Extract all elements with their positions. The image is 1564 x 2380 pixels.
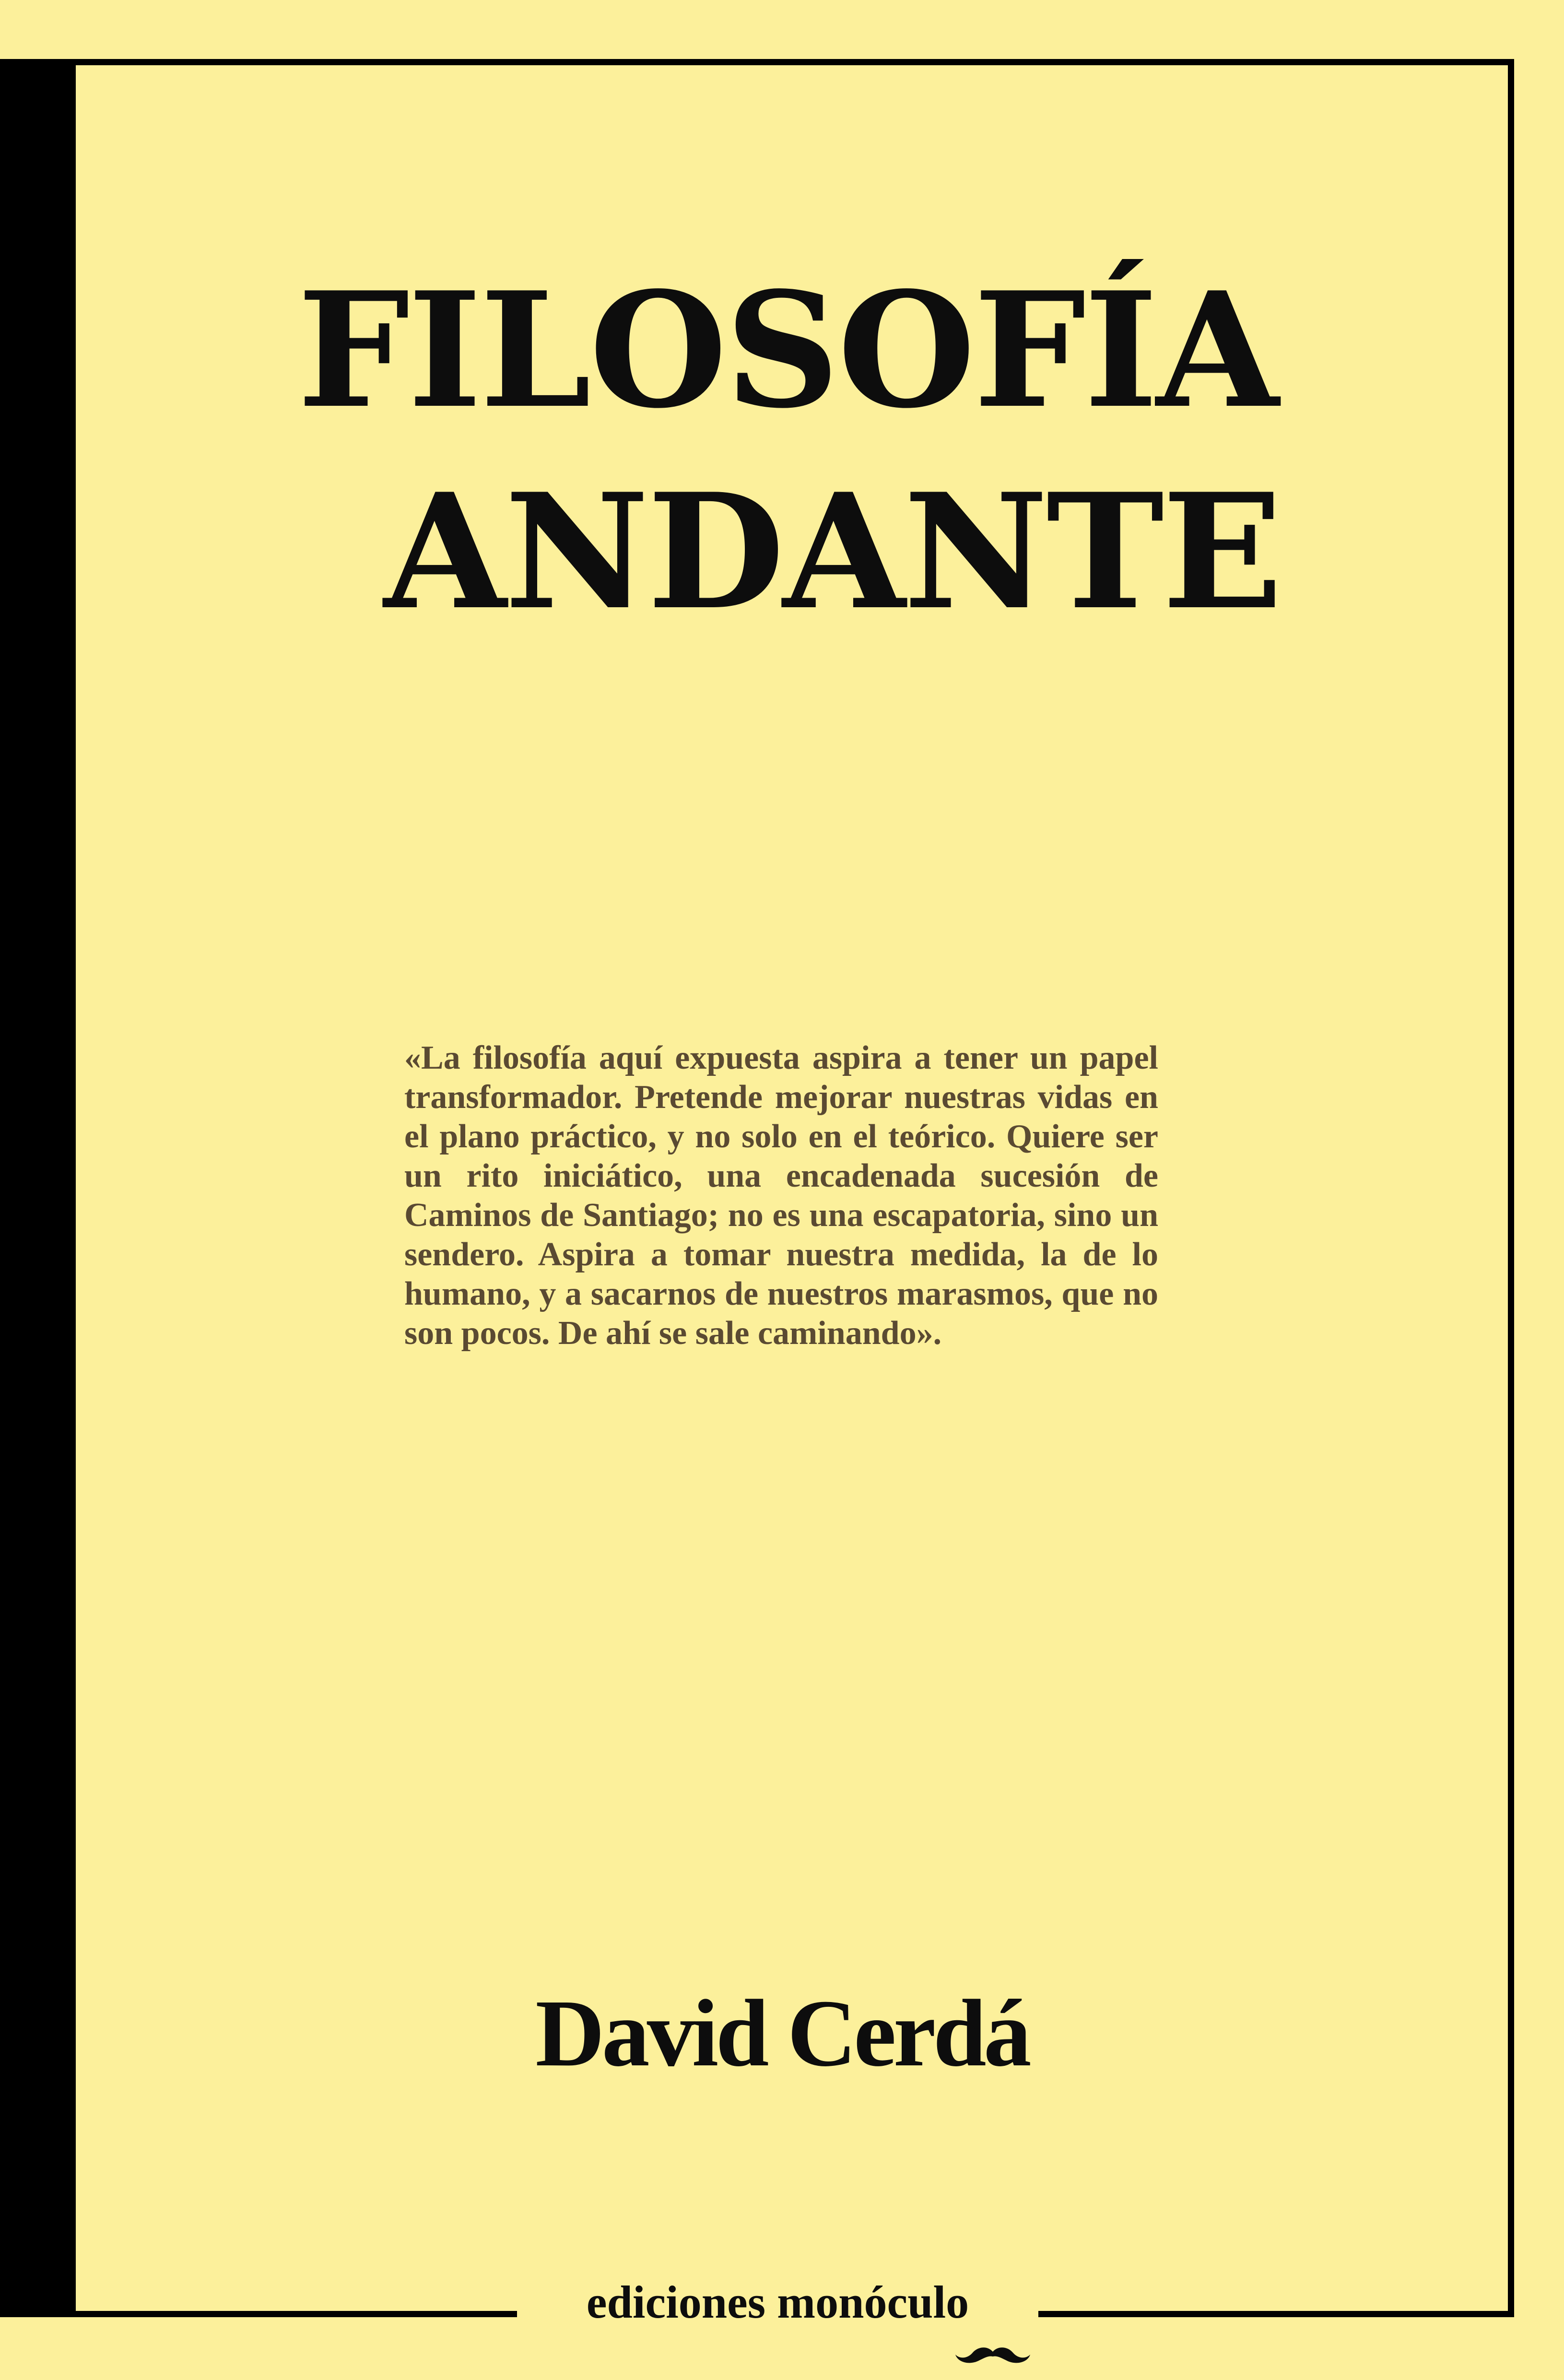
frame-border-top [76, 59, 1514, 65]
book-title [288, 249, 1285, 652]
frame-border-bottom-left [76, 2311, 517, 2317]
mustache-icon [954, 2343, 1031, 2367]
publisher-name: ediciones monóculo [586, 2276, 969, 2328]
author-name: David Cerdá [535, 1980, 1029, 2086]
frame-border-bottom-right [1038, 2311, 1514, 2317]
title-line-2: ANDANTE [384, 459, 1281, 645]
title-line-1: FILOSOFÍA [297, 257, 1277, 443]
blurb-quote: «La filosofía aquí expuesta aspira a tener un papel transformador. Pretende mejorar nuestras vidas en el plano práctico, y no solo en el teórico. Quiere ser un rito iniciático, una encadenada sucesión de Caminos de Santiago; no es una escapatoria, sino un sendero. Aspira a tomar nuestra medida, la de lo humano, y a sacarnos de nuestros marasmos, que no son pocos. De ahí se sale caminando». [404, 1039, 1158, 1352]
